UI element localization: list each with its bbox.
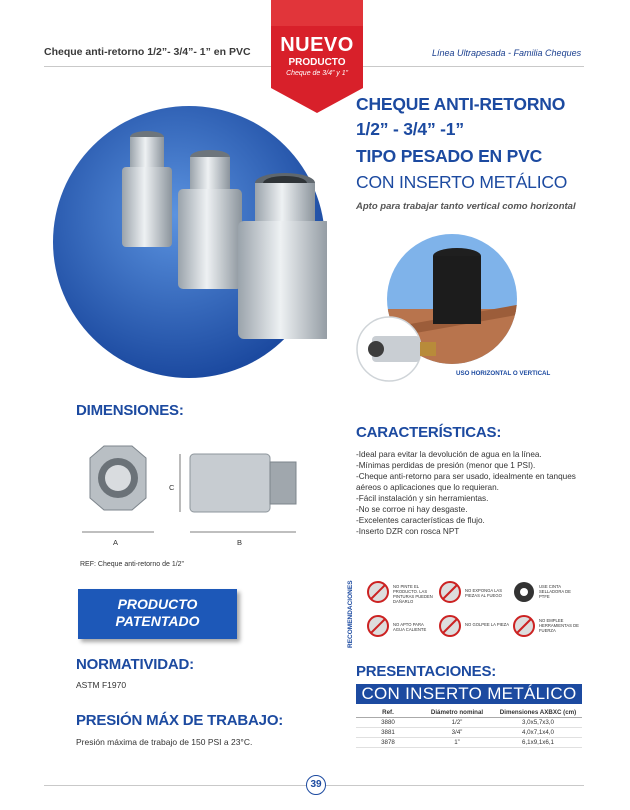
feature-item: -Mínimas perdidas de presión (menor que 1 PSI). xyxy=(356,461,536,470)
column-ref: Ref. xyxy=(356,708,420,718)
dimensions-heading: DIMENSIONES: xyxy=(76,402,184,419)
product-title-line3: TIPO PESADO EN PVC xyxy=(356,146,543,166)
product-subtitle: Apto para trabajar tanto vertical como horizontal xyxy=(356,201,576,212)
product-title-line1: CHEQUE ANTI-RETORNO xyxy=(356,94,566,114)
table-row xyxy=(356,718,582,728)
dimension-label-b: B xyxy=(237,538,243,547)
patented-badge xyxy=(78,589,237,639)
presentations-heading: PRESENTACIONES: xyxy=(356,663,497,680)
no-hot-water-icon xyxy=(366,614,390,643)
tank-usage-image xyxy=(352,234,572,384)
no-fire-icon xyxy=(438,580,462,609)
presentations-table xyxy=(356,708,582,748)
column-diameter: Diámetro nominal xyxy=(420,708,494,718)
dimension-label-a: A xyxy=(113,538,119,547)
table-row xyxy=(356,738,582,748)
features-heading: CARACTERÍSTICAS: xyxy=(356,424,502,441)
table-cell: 1” xyxy=(420,738,494,748)
column-dimensions: Dimensiones AXBXC (cm) xyxy=(494,708,582,718)
table-cell: 1/2” xyxy=(420,718,494,728)
feature-item: -Cheque anti-retorno para ser usado, idealmente en tanques aéreos o aplicaciones que lo requieran. xyxy=(356,472,576,492)
ribbon-title: NUEVO xyxy=(280,34,354,56)
recommendations-label: RECOMENDACIONES xyxy=(347,580,354,648)
reco-item: NO APTO PARA AGUA CALIENTE xyxy=(393,622,427,632)
dimension-reference: REF: Cheque anti-retorno de 1/2” xyxy=(80,561,184,568)
page-number: 39 xyxy=(306,775,326,795)
dimension-label-c: C xyxy=(169,483,175,492)
reco-item: NO GOLPEE LA PIEZA xyxy=(465,622,509,627)
normatividad-heading: NORMATIVIDAD: xyxy=(76,656,194,673)
header-left: Cheque anti-retorno 1/2”- 3/4”- 1” en PVC xyxy=(44,46,251,58)
no-wrench-icon xyxy=(512,614,536,643)
ribbon-subtitle: PRODUCTO xyxy=(288,57,346,68)
recommendations-panel xyxy=(366,580,586,650)
features-list xyxy=(356,449,586,537)
ptfe-tape-icon xyxy=(512,580,536,609)
feature-item: -No se corroe ni hay desgaste. xyxy=(356,505,468,514)
new-product-ribbon xyxy=(271,0,363,113)
table-header-row xyxy=(356,708,582,718)
ribbon-caption: Cheque de 3/4” y 1” xyxy=(286,70,348,77)
pressure-heading: PRESIÓN MÁX DE TRABAJO: xyxy=(76,712,284,729)
table-cell: 3881 xyxy=(356,728,420,738)
table-cell: 3878 xyxy=(356,738,420,748)
no-hammer-icon xyxy=(438,614,462,643)
pressure-text: Presión máxima de trabajo de 150 PSI a 23°C. xyxy=(76,737,253,747)
table-cell: 3,0x5,7x3,0 xyxy=(494,718,582,728)
reco-item: NO EMPLEE HERRAMIENTAS DE FUERZA xyxy=(539,618,579,633)
header-right: Línea Ultrapesada - Familia Cheques xyxy=(432,48,582,58)
reco-item: NO EXPONGA LAS PIEZAS AL FUEGO xyxy=(465,588,503,598)
feature-item: -Excelentes características de flujo. xyxy=(356,516,485,525)
table-cell: 3/4” xyxy=(420,728,494,738)
usage-caption: USO HORIZONTAL O VERTICAL xyxy=(456,370,551,377)
patent-line1: PRODUCTO xyxy=(117,596,198,612)
no-paint-icon xyxy=(366,580,390,609)
feature-item: -Inserto DZR con rosca NPT xyxy=(356,527,460,536)
presentations-bar: CON INSERTO METÁLICO xyxy=(356,684,582,704)
dimensions-drawing xyxy=(76,440,306,550)
product-hero-image xyxy=(52,105,327,380)
product-title-line2: 1/2” - 3/4” -1” xyxy=(356,119,464,139)
table-cell: 3880 xyxy=(356,718,420,728)
product-title-line4: CON INSERTO METÁLICO xyxy=(356,172,568,192)
table-cell: 6,1x9,1x6,1 xyxy=(494,738,582,748)
feature-item: -Ideal para evitar la devolución de agua en la línea. xyxy=(356,450,542,459)
reco-item: USE CINTA SELLADORA DE PTFE xyxy=(539,584,571,599)
reco-item: NO PINTE EL PRODUCTO. LAS PINTURAS PUEDEN DAÑARLO xyxy=(393,584,433,604)
feature-item: -Fácil instalación y sin herramientas. xyxy=(356,494,489,503)
patent-line2: PATENTADO xyxy=(115,613,200,629)
table-row xyxy=(356,728,582,738)
normatividad-text: ASTM F1970 xyxy=(76,680,127,690)
table-cell: 4,0x7,1x4,0 xyxy=(494,728,582,738)
